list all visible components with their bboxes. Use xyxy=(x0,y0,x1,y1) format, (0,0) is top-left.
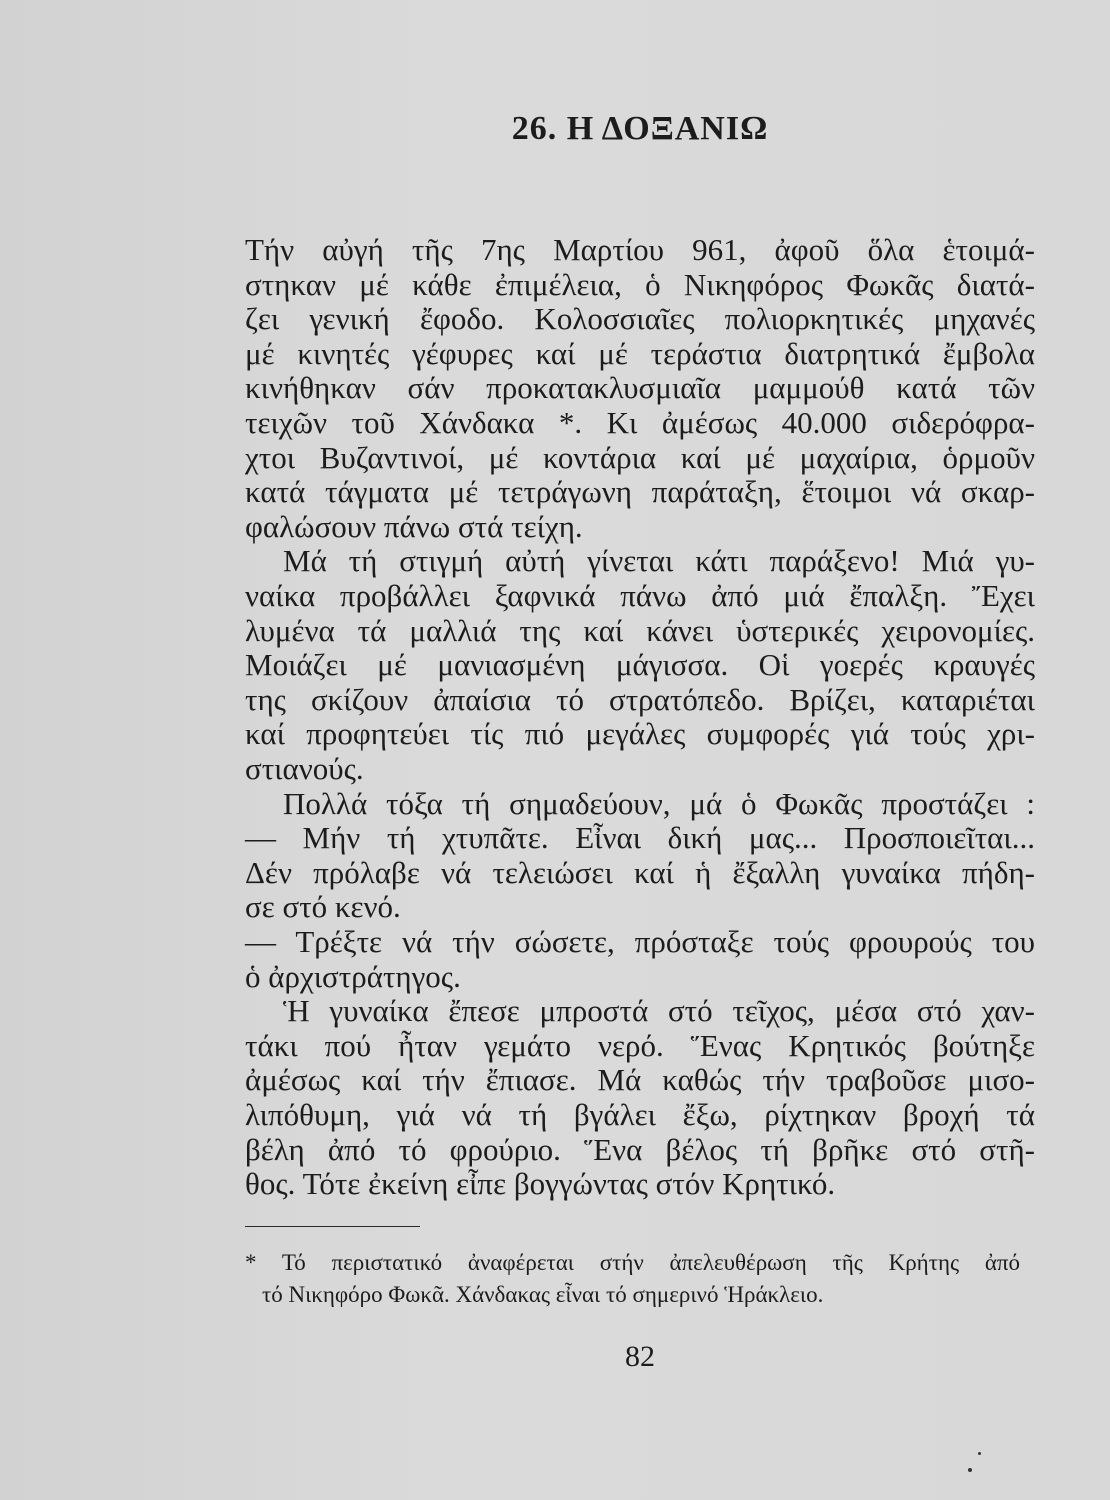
text-line-7: χτοι Βυζαντινοί, μέ κοντάρια καί μέ μαχαίρια, ὁρμοῦν xyxy=(245,439,1035,475)
footnote-line-2: τό Νικηφόρο Φωκᾶ. Χάνδακας εἶναι τό σημερινό Ἡράκλειο. xyxy=(262,1282,824,1307)
text-line-3: ζει γενική ἔφοδο. Κολοσσιαῖες πολιορκητικές μηχανές xyxy=(245,301,1035,337)
text-line-10: Μά τή στιγμή αὐτή γίνεται κάτι παράξενο! Μιά γυ- xyxy=(283,543,1035,579)
footnote-divider xyxy=(245,1226,420,1227)
chapter-title: 26. Η ΔΟΞΑΝΙΩ xyxy=(511,110,769,147)
text-line-5: κινήθηκαν σάν προκατακλυσμιαῖα μαμμούθ κατά τῶν xyxy=(245,370,1035,406)
page-number: 82 xyxy=(625,1340,655,1373)
text-line-2: στηκαν μέ κάθε ἐπιμέλεια, ὁ Νικηφόρος Φωκᾶς διατά- xyxy=(245,266,1035,302)
text-line-14: της σκίζουν ἀπαίσια τό στρατόπεδο. Βρίζει, καταριέται xyxy=(245,681,1035,717)
text-line-1: Τήν αὐγή τῆς 7ης Μαρτίου 961, ἀφοῦ ὅλα ἑτοιμά- xyxy=(245,232,1035,267)
text-line-11: ναίκα προβάλλει ξαφνικά πάνω ἀπό μιά ἔπαλξη. Ἔχει xyxy=(245,578,1035,613)
text-line-23: Ἡ γυναίκα ἔπεσε μπροστά στό τεῖχος, μέσα στό χαν- xyxy=(283,993,1035,1029)
text-line-15: καί προφητεύει τίς πιό μεγάλες συμφορές γιά τούς χρι- xyxy=(245,716,1035,752)
text-line-18: — Μήν τή χτυπᾶτε. Εἶναι δική μας... Προσποιεῖται... xyxy=(245,820,1035,856)
text-line-6: τειχῶν τοῦ Χάνδακα *. Κι ἀμέσως 40.000 σιδερόφρα- xyxy=(245,405,1035,440)
text-line-12: λυμένα τά μαλλιά της καί κάνει ὑστερικές χειρονομίες. xyxy=(245,612,1035,648)
footnote-line-1: * Τό περιστατικό ἀναφέρεται στήν ἀπελευθέρωση τῆς Κρήτης ἀπό xyxy=(245,1250,1020,1275)
text-line-16: στιανούς. xyxy=(245,751,364,786)
text-line-28: θος. Τότε ἐκείνη εἶπε βογγώντας στόν Κρητικό. xyxy=(245,1166,836,1202)
scan-speck xyxy=(968,1468,972,1472)
text-line-24: τάκι πού ἦταν γεμάτο νερό. Ἕνας Κρητικός βούτηξε xyxy=(245,1027,1035,1063)
text-line-17: Πολλά τόξα τή σημαδεύουν, μά ὁ Φωκᾶς προστάζει : xyxy=(283,785,1035,821)
text-line-4: μέ κινητές γέφυρες καί μέ τεράστια διατρητικά ἔμβολα xyxy=(245,335,1035,371)
text-line-20: σε στό κενό. xyxy=(245,889,401,925)
text-line-27: βέλη ἀπό τό φρούριο. Ἕνα βέλος τή βρῆκε στό στῆ- xyxy=(245,1131,1035,1167)
text-line-21: — Τρέξτε νά τήν σώσετε, πρόσταξε τούς φρουρούς του xyxy=(245,924,1035,959)
text-line-9: φαλώσουν πάνω στά τείχη. xyxy=(245,508,583,544)
text-line-13: Μοιάζει μέ μανιασμένη μάγισσα. Οἱ γοερές κραυγές xyxy=(245,647,1035,683)
text-line-25: ἀμέσως καί τήν ἔπιασε. Μά καθώς τήν τραβοῦσε μισο- xyxy=(245,1062,1035,1098)
text-line-19: Δέν πρόλαβε νά τελειώσει καί ἡ ἔξαλλη γυναίκα πήδη- xyxy=(245,854,1035,890)
text-line-26: λιπόθυμη, γιά νά τή βγάλει ἔξω, ρίχτηκαν βροχή τά xyxy=(245,1097,1035,1132)
scan-speck xyxy=(978,1452,981,1455)
text-line-8: κατά τάγματα μέ τετράγωνη παράταξη, ἕτοιμοι νά σκαρ- xyxy=(245,474,1035,510)
text-line-22: ὁ ἀρχιστράτηγος. xyxy=(245,958,461,994)
